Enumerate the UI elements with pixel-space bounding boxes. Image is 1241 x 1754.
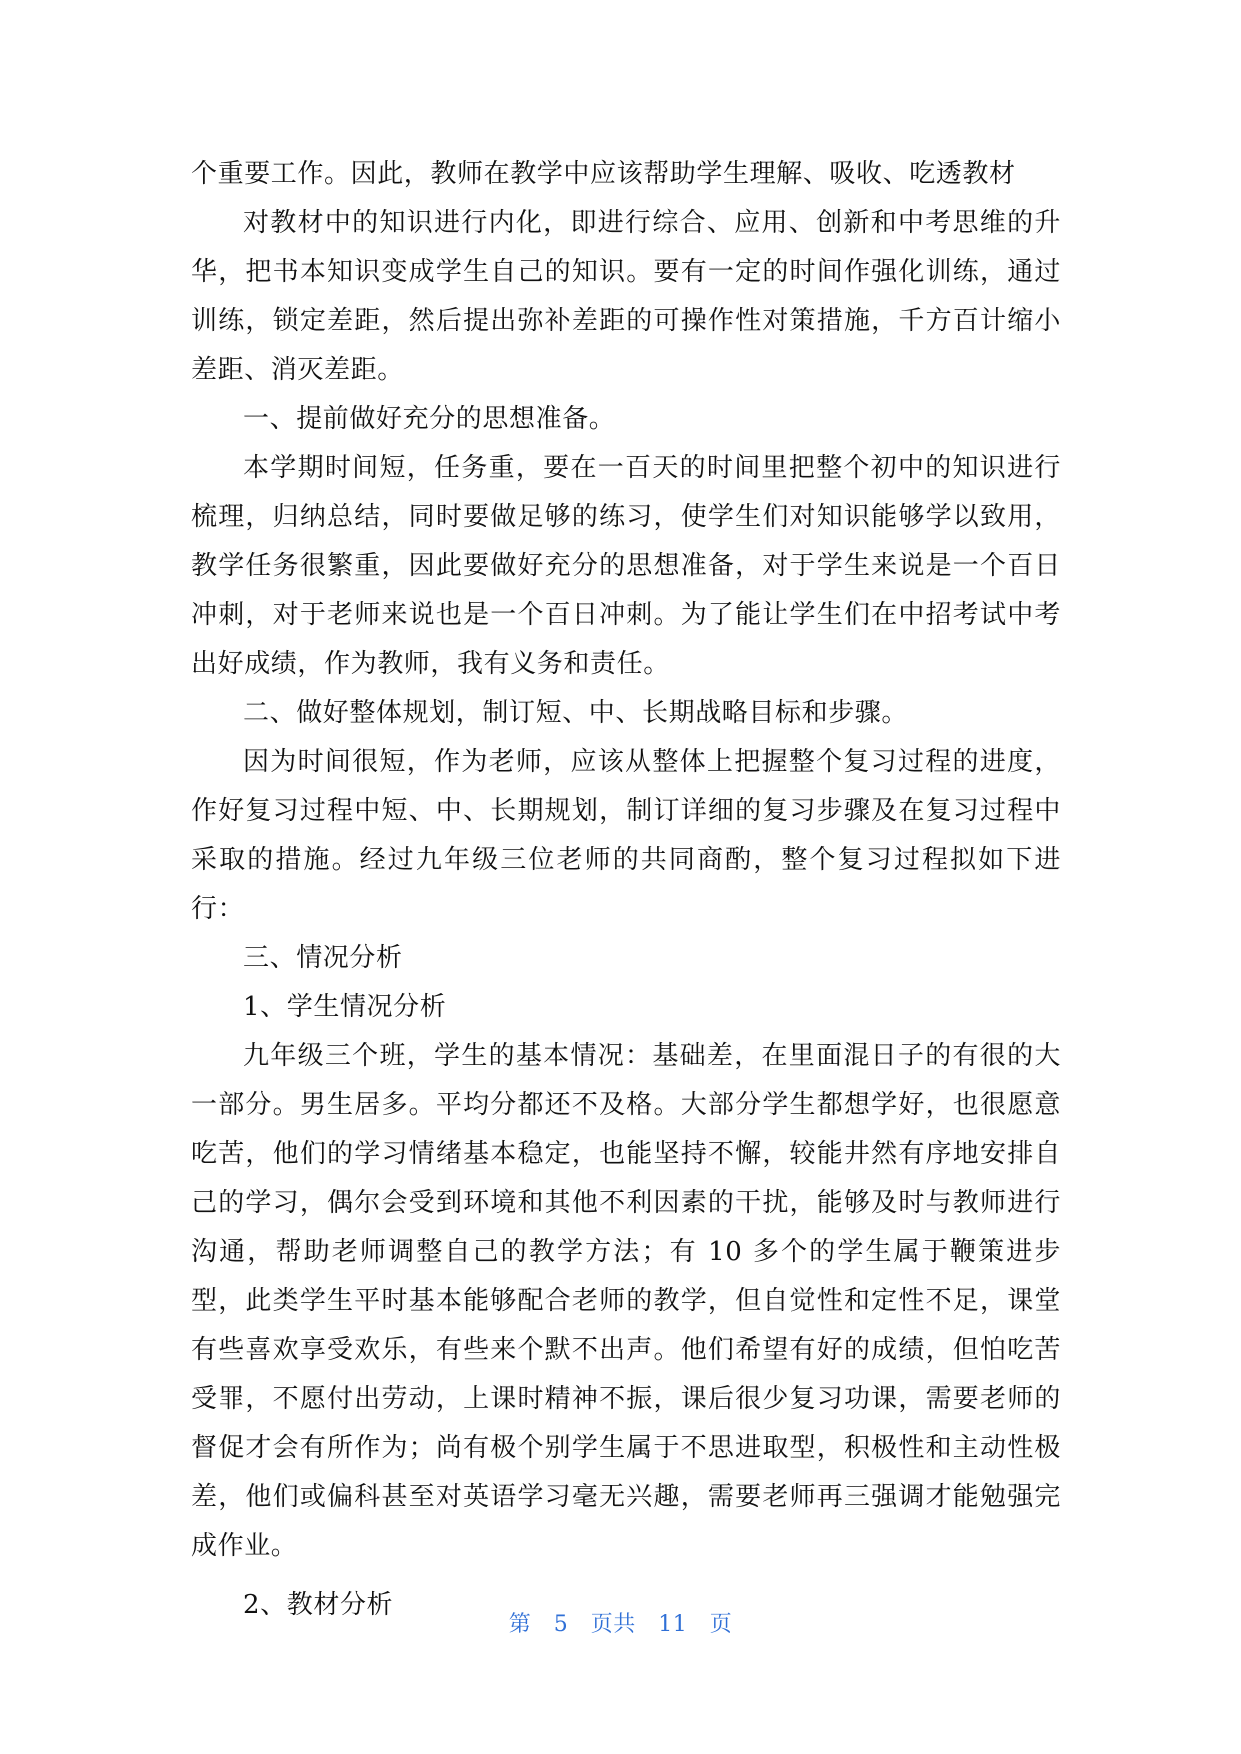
section-heading: 二、做好整体规划，制订短、中、长期战略目标和步骤。 <box>243 698 909 728</box>
paragraph: 九年级三个班，学生的基本情况：基础差，在里面混日子的有很的大一部分。男生居多。平均分都还不及格。大部分学生都想学好，也很愿意吃苦，他们的学习情绪基本稳定，也能坚持不懈，较能井然有序地安排自己的学习，偶尔会受到环境和其他不利因素的干扰，能够及时与教师进行沟通，帮助老师调整自己的教学方法；有 10 多个的学生属于鞭策进步型，此类学生平时基本能够配合老师的教学，但自觉性和定性不足，课堂有些喜欢享受欢乐，有些来个默不出声。他们希望有好的成绩，但怕吃苦受罪，不愿付出劳动，上课时精神不振，课后很少复习功课，需要老师的督促才会有所作为；尚有极个别学生属于不思进取型，积极性和主动性极差，他们或偏科甚至对英语学习毫无兴趣，需要老师再三强调才能勉强完成作业。 <box>191 1041 1061 1561</box>
total-pages-number: 11 <box>658 1612 688 1637</box>
paragraph: 本学期时间短，任务重，要在一百天的时间里把整个初中的知识进行梳理，归纳总结，同时要做足够的练习，使学生们对知识能够学以致用，教学任务很繁重，因此要做好充分的思想准备，对于学生来说是一个百日冲刺，对于老师来说也是一个百日冲刺。为了能让学生们在中招考试中考出好成绩，作为教师，我有义务和责任。 <box>191 453 1061 679</box>
subsection-heading: 2、教材分析 <box>243 1590 394 1620</box>
subsection-heading: 1、学生情况分析 <box>243 992 447 1022</box>
current-page-number: 5 <box>553 1612 569 1637</box>
section-heading: 一、提前做好充分的思想准备。 <box>243 404 616 434</box>
footer-suffix: 页 <box>709 1612 733 1637</box>
paragraph: 对教材中的知识进行内化，即进行综合、应用、创新和中考思维的升华，把书本知识变成学生自己的知识。要有一定的时间作强化训练，通过训练，锁定差距，然后提出弥补差距的可操作性对策措施，千方百计缩小差距、消灭差距。 <box>191 208 1061 385</box>
section-heading: 三、情况分析 <box>243 943 403 973</box>
footer-middle: 页共 <box>590 1612 636 1637</box>
paragraph: 因为时间很短，作为老师，应该从整体上把握整个复习过程的进度，作好复习过程中短、中、长期规划，制订详细的复习步骤及在复习过程中采取的措施。经过九年级三位老师的共同商酌，整个复习过程拟如下进行： <box>191 747 1061 924</box>
paragraph: 个重要工作。因此，教师在教学中应该帮助学生理解、吸收、吃透教材 <box>191 159 1016 189</box>
document-body <box>191 150 1061 1630</box>
page-footer <box>0 1607 1241 1638</box>
footer-prefix: 第 <box>508 1612 532 1637</box>
